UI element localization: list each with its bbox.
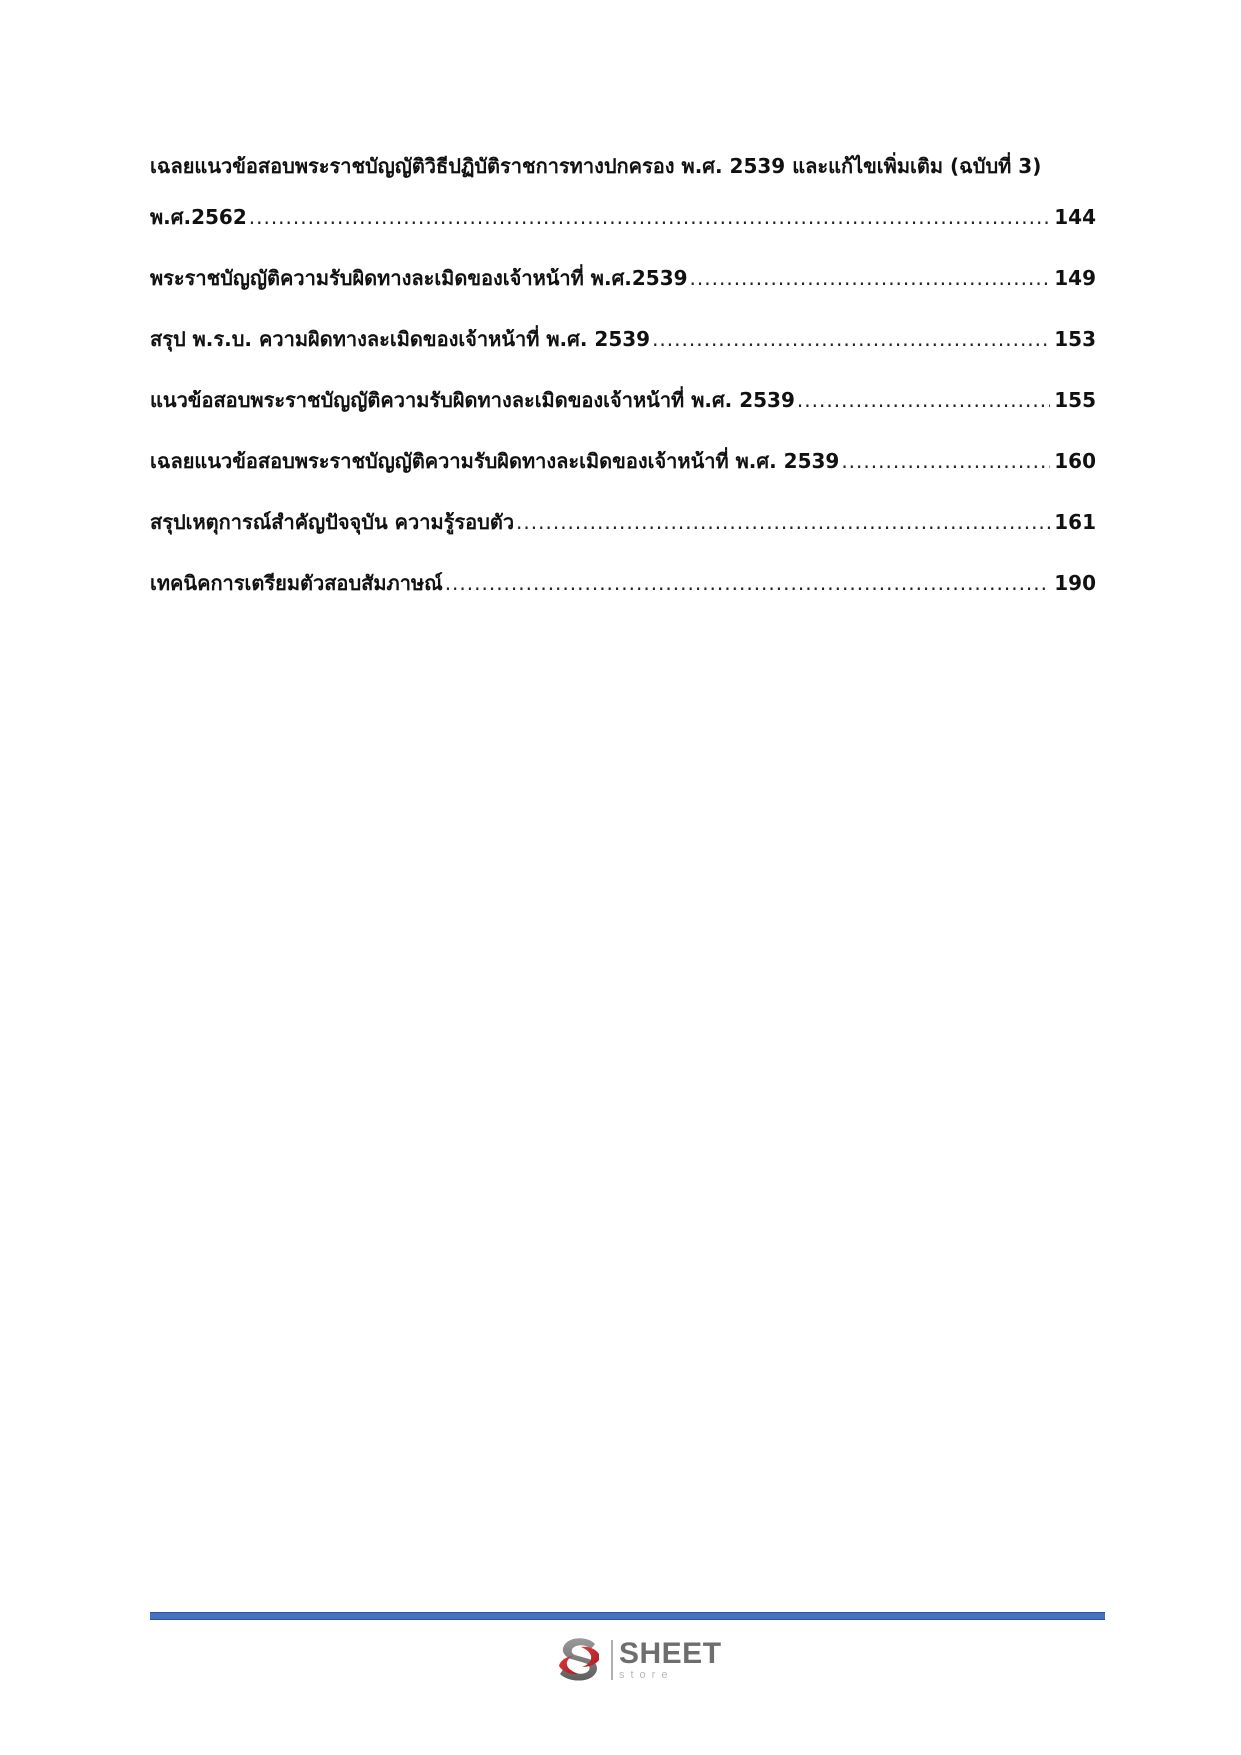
dot-leader xyxy=(445,569,1051,597)
toc-entry[interactable] xyxy=(150,325,1096,353)
footer-divider xyxy=(150,1612,1105,1620)
dot-leader xyxy=(516,508,1050,536)
sheet-store-logo xyxy=(555,1632,722,1688)
toc-entry[interactable] xyxy=(150,264,1096,292)
toc-entry-title: แนวข้อสอบพระราชบัญญัติความรับผิดทางละเมิดของเจ้าหน้าที่ พ.ศ. 2539 xyxy=(150,388,795,412)
toc-entry-title: สรุป พ.ร.บ. ความผิดทางละเมิดของเจ้าหน้าที่ พ.ศ. 2539 xyxy=(150,327,651,351)
table-of-contents xyxy=(150,152,1096,630)
dot-leader xyxy=(249,203,1051,231)
toc-entry-title: พ.ศ.2562 xyxy=(150,205,247,229)
toc-entry-page-number: 161 xyxy=(1054,510,1096,534)
toc-entry-page-number: 160 xyxy=(1054,449,1096,473)
toc-entry[interactable] xyxy=(150,508,1096,536)
toc-entry[interactable] xyxy=(150,447,1096,475)
toc-entry-page-number: 149 xyxy=(1054,266,1096,290)
logo-wordmark xyxy=(619,1639,722,1681)
toc-entry-title-line1: เฉลยแนวข้อสอบพระราชบัญญัติวิธีปฏิบัติราชการทางปกครอง พ.ศ. 2539 และแก้ไขเพิ่มเติม (ฉบับที่ 3) xyxy=(150,154,1042,178)
toc-entry[interactable] xyxy=(150,569,1096,597)
logo-word: SHEET xyxy=(619,1637,722,1670)
dot-leader xyxy=(797,386,1050,414)
dot-leader xyxy=(841,447,1050,475)
toc-entry-title: เทคนิคการเตรียมตัวสอบสัมภาษณ์ xyxy=(150,571,443,595)
dot-leader xyxy=(690,264,1051,292)
toc-entry-title: สรุปเหตุการณ์สำคัญปัจจุบัน ความรู้รอบตัว xyxy=(150,510,515,534)
toc-entry-page-number: 190 xyxy=(1054,571,1096,595)
logo-separator xyxy=(611,1640,613,1680)
toc-entry-page-number: 153 xyxy=(1054,327,1096,351)
toc-entry-page-number: 155 xyxy=(1054,388,1096,412)
toc-entry-page-number: 144 xyxy=(1054,205,1096,229)
sheet-store-logo-icon xyxy=(555,1634,603,1686)
toc-entry-title: เฉลยแนวข้อสอบพระราชบัญญัติความรับผิดทางละเมิดของเจ้าหน้าที่ พ.ศ. 2539 xyxy=(150,449,840,473)
toc-entry[interactable] xyxy=(150,386,1096,414)
toc-entry[interactable] xyxy=(150,152,1096,231)
toc-entry-title: พระราชบัญญัติความรับผิดทางละเมิดของเจ้าหน้าที่ พ.ศ.2539 xyxy=(150,266,688,290)
dot-leader xyxy=(652,325,1050,353)
logo-subword: store xyxy=(619,1669,674,1681)
